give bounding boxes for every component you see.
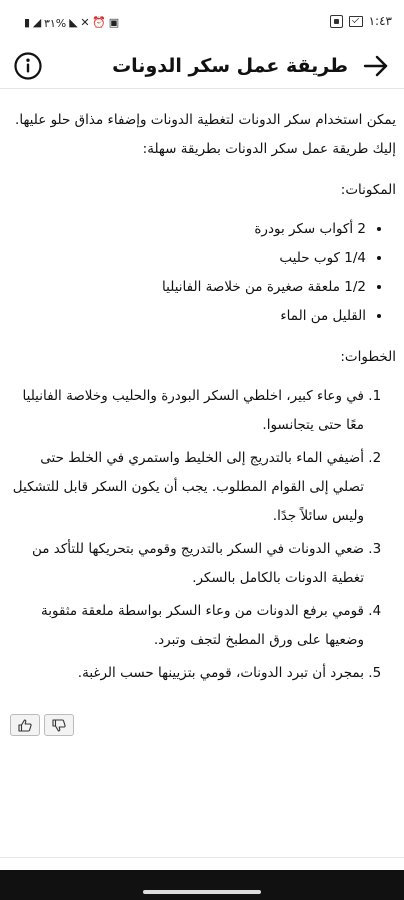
back-button[interactable] xyxy=(358,48,394,84)
battery-percentage: ٣١% xyxy=(43,16,67,30)
ingredient-item: • 1/4 كوب حليب xyxy=(8,244,366,273)
steps-heading: الخطوات: xyxy=(340,349,396,365)
step-item: 3. ضعي الدونات في السكر بالتدريج وقومي بتحريكها للتأكد من تغطية الدونات بالكامل بالسكر. xyxy=(8,535,364,593)
thumbs-up-button[interactable] xyxy=(10,714,40,736)
mail-icon xyxy=(349,16,363,27)
step-item: 1. في وعاء كبير، اخلطي السكر البودرة والحليب وخلاصة الفانيليا معًا حتى يتجانسوا. xyxy=(8,382,364,440)
arrow-right-icon xyxy=(362,52,390,80)
alarm-icon: ⏰ xyxy=(92,16,106,29)
page-title: طريقة عمل سكر الدونات xyxy=(112,55,348,77)
thumbs-down-icon xyxy=(52,719,66,732)
step-item: 5. بمجرد أن تبرد الدونات، قومي بتزيينها حسب الرغبة. xyxy=(8,659,364,688)
ingredient-item: • القليل من الماء xyxy=(8,302,366,331)
step-item: 4. قومي برفع الدونات من وعاء السكر بواسطة ملعقة مثقوبة وضعيها على ورق المطبخ لتجف وتبرد. xyxy=(8,597,364,655)
thumbs-down-button[interactable] xyxy=(44,714,74,736)
bottom-divider xyxy=(0,857,404,858)
app-bar xyxy=(0,44,404,89)
step-item: 2. أضيفي الماء بالتدريج إلى الخليط واستمري في الخلط حتى تصلي إلى القوام المطلوب. يجب أن يكون السكر قابل للتشكيل وليس سائلاً جدًا. xyxy=(8,444,364,531)
ingredient-item: • 2 أكواب سكر بودرة xyxy=(8,215,366,244)
info-button[interactable] xyxy=(10,48,46,84)
mute-icon: ✕ xyxy=(80,16,90,29)
feedback-buttons xyxy=(10,714,74,736)
status-bar xyxy=(0,0,404,44)
battery-icon: ▮ xyxy=(24,16,30,29)
navigation-bar xyxy=(0,870,404,900)
thumbs-up-icon xyxy=(18,719,32,732)
ingredients-list xyxy=(8,215,396,331)
ingredient-item: • 1/2 ملعقة صغيرة من خلاصة الفانيليا xyxy=(8,273,366,302)
article-content xyxy=(8,106,396,692)
home-gesture-handle[interactable] xyxy=(143,890,261,894)
lock-icon: ▣ xyxy=(108,16,119,29)
status-indicators xyxy=(24,15,119,31)
status-right xyxy=(330,14,392,28)
status-time: ١:٤٣ xyxy=(368,14,392,28)
intro-paragraph: يمكن استخدام سكر الدونات لتغطية الدونات وإضفاء مذاق حلو عليها. إليك طريقة عمل سكر الدونات بطريقة سهلة: xyxy=(15,112,396,157)
steps-list xyxy=(8,382,396,688)
ingredients-heading: المكونات: xyxy=(340,182,396,198)
screenshot-icon xyxy=(330,15,343,28)
info-icon xyxy=(13,51,43,81)
signal-icon: ◢ xyxy=(32,16,41,29)
wifi-icon: ◣ xyxy=(69,16,78,29)
